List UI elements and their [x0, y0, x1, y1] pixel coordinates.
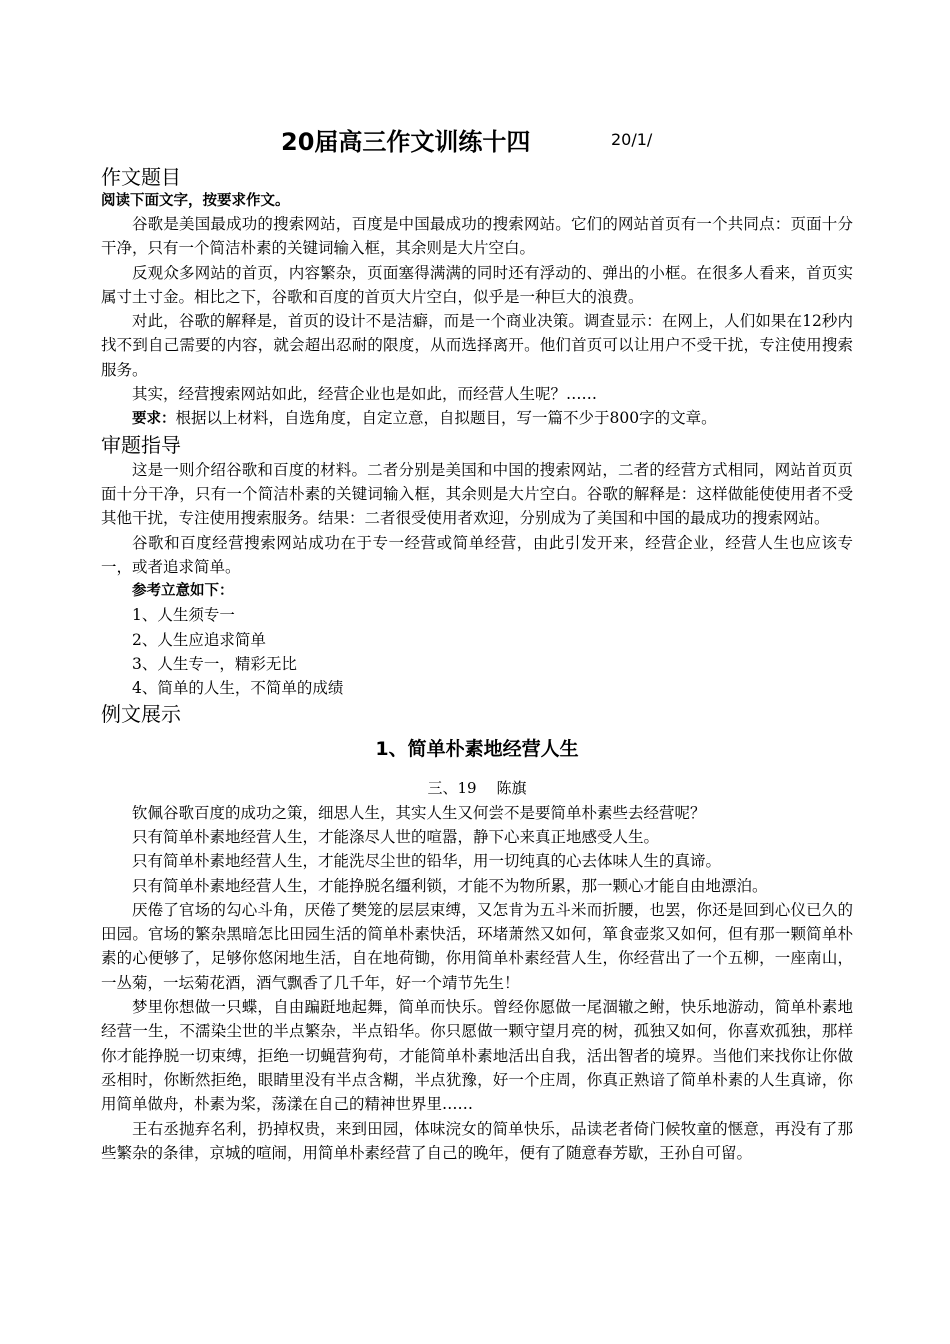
- instruction: 阅读下面文字，按要求作文。: [101, 193, 290, 209]
- title-row: [101, 112, 853, 164]
- guide-paragraph: 这是一则介绍谷歌和百度的材料。二者分别是美国和中国的搜索网站，二者的经营方式相同，网站首页页面十分干净，只有一个简洁朴素的关键词输入框，其余则是大片空白。谷歌的解释是：这样做能使使用者不受其他干扰，专注使用搜索服务。结果：二者很受使用者欢迎，分别成为了美国和中国的最成功的搜索网站。: [101, 460, 853, 528]
- section-heading-example: 例文展示: [101, 701, 181, 726]
- idea-item: 2、人生应追求简单: [132, 630, 266, 649]
- idea-item: 1、人生须专一: [132, 606, 235, 625]
- essay-paragraph: 只有简单朴素地经营人生，才能挣脱名缰利锁，才能不为物所累，那一颗心才能自由地漂泊。: [132, 876, 768, 895]
- requirement-label: 要求：: [132, 411, 176, 428]
- guide-paragraph: 谷歌和百度经营搜索网站成功在于专一经营或简单经营，由此引发开来，经营企业，经营人生也应该专一，或者追求简单。: [101, 533, 853, 576]
- material-paragraph: 其实，经营搜索网站如此，经营企业也是如此，而经营人生呢？……: [132, 385, 598, 404]
- idea-item: 4、简单的人生，不简单的成绩: [132, 679, 344, 698]
- date-label: 20/1/: [611, 130, 653, 149]
- byline-author: 陈旗: [496, 778, 527, 797]
- section-heading-guide: 审题指导: [101, 432, 181, 457]
- requirement: [101, 406, 853, 431]
- material-paragraph: 对此，谷歌的解释是，首页的设计不是洁癖，而是一个商业决策。调查显示：在网上，人们如果在12秒内找不到自己需要的内容，就会超出忍耐的限度，从而选择离开。他们首页可以让用户不受干扰，专注使用搜索服务。: [101, 312, 853, 379]
- section-heading-topic: 作文题目: [101, 165, 181, 189]
- essay-paragraph: 厌倦了官场的勾心斗角，厌倦了樊笼的层层束缚，又怎肯为五斗米而折腰，也罢，你还是回到心仪已久的田园。官场的繁杂黑暗怎比田园生活的简单朴素快活，环堵萧然又如何，箪食壶浆又如何，但有那一颗简单朴素的心便够了，足够你悠闲地生活，自在地荷锄，你用简单朴素经营人生，你经营出了一个五柳，一座南山，一丛菊，一坛菊花酒，酒气飘香了几千年，好一个靖节先生！: [101, 900, 853, 992]
- byline-class: 三、19: [427, 778, 477, 797]
- page-title: 20届高三作文训练十四: [281, 128, 531, 156]
- essay-title: 1、简单朴素地经营人生: [375, 737, 579, 760]
- essay-paragraph: 王右丞抛弃名利，扔掉权贵，来到田园，体味浣女的简单快乐，品读老者倚门候牧童的惬意，再没有了那些繁杂的条律，京城的喧闹，用简单朴素经营了自己的晚年，便有了随意春芳歇，王孙自可留。: [101, 1119, 853, 1162]
- material-paragraph: 谷歌是美国最成功的搜索网站，百度是中国最成功的搜索网站。它们的网站首页有一个共同点：页面十分干净，只有一个简洁朴素的关键词输入框，其余则是大片空白。: [101, 215, 853, 258]
- byline: [101, 775, 853, 801]
- material-paragraph: 反观众多网站的首页，内容繁杂，页面塞得满满的同时还有浮动的、弹出的小框。在很多人看来，首页实属寸土寸金。相比之下，谷歌和百度的首页大片空白，似乎是一种巨大的浪费。: [101, 263, 853, 306]
- idea-item: 3、人生专一，精彩无比: [132, 655, 297, 674]
- essay-paragraph: 只有简单朴素地经营人生，才能涤尽人世的喧嚣，静下心来真正地感受人生。: [132, 827, 660, 846]
- essay-paragraph: 只有简单朴素地经营人生，才能洗尽尘世的铅华，用一切纯真的心去体味人生的真谛。: [132, 852, 722, 871]
- requirement-text: 根据以上材料，自选角度，自定立意，自拟题目，写一篇不少于800字的文章。: [175, 409, 717, 428]
- essay-paragraph: 钦佩谷歌百度的成功之策，细思人生，其实人生又何尝不是要简单朴素些去经营呢？: [132, 803, 706, 822]
- document-page: [101, 112, 853, 1165]
- ref-label: 参考立意如下：: [132, 583, 234, 600]
- essay-paragraph: 梦里你想做一只蝶，自由蹁跹地起舞，简单而快乐。曾经你愿做一尾涸辙之鲋，快乐地游动，简单朴素地经营一生，不濡染尘世的半点繁杂，半点铅华。你只愿做一颗守望月亮的树，孤独又如何，你喜欢孤独，那样你才能挣脱一切束缚，拒绝一切蝇营狗苟，才能简单朴素地活出自我，活出智者的境界。当他们来找你让你做丞相时，你断然拒绝，眼睛里没有半点含糊，半点犹豫，好一个庄周，你真正熟谙了简单朴素的人生真谛，你用简单做舟，朴素为桨，荡漾在自己的精神世界里……: [101, 998, 853, 1114]
